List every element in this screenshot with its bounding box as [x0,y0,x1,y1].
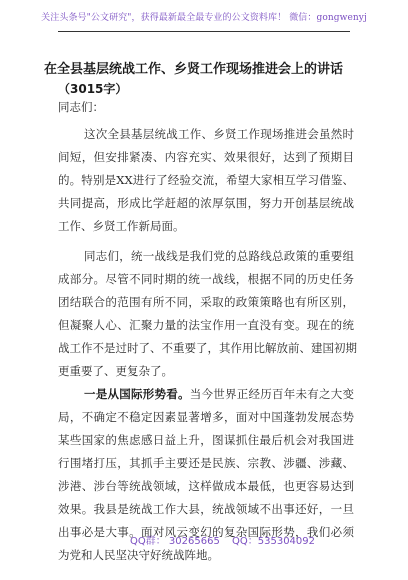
text-line: 战工作不是过时了、不重要了，其作用比解放前、建国初期 [58,341,357,355]
text-line: 局，不确定不稳定因素显著增多，面对中国蓬勃发展态势 [58,410,354,424]
text-line: 共同提高，形成比学赶超的浓厚氛围，努力开创基层统战 [58,196,354,210]
text-line: 涉港、涉台等统战领域，这样做成本最低，也更容易达到 [58,479,354,493]
text-line: 同志们，统一战线是我们党的总路线总政策的重要组 [84,249,354,263]
point-heading: 一是从国际形势看。 [84,387,190,401]
footer-qq-group: QQ群： 30265665 [130,536,220,547]
text-line: 但凝聚人心、汇聚力量的法宝作用一直没有变。现在的统 [58,318,354,332]
text-line: 工作、乡贤工作新局面。 [58,219,185,233]
text-line: 团结联合的范围有所不同，采取的政策策略也有所区别， [58,295,354,309]
word-count: （3015字） [58,82,128,96]
text-line: 间短，但安排紧凑、内容充实、效果很好，达到了预期目 [58,150,354,164]
text-line: 某些国家的焦虑感日益上升，图谋抓住最后机会对我国进 [58,433,354,447]
footer-qq: QQ：535304092 [232,536,316,547]
text-line: 效果。我县是统战工作大县，统战领域不出事还好，一旦 [58,502,354,516]
text-line: 行围堵打压，其抓手主要还是民族、宗教、涉疆、涉藏、 [58,456,354,470]
text-line: 这次全县基层统战工作、乡贤工作现场推进会虽然时 [84,127,354,141]
salutation: 同志们： [58,100,104,114]
header-banner: 关注头条号"公文研究"，获得最新最全最专业的公文资料库！ 微信：gongwenyj [41,13,367,23]
text-line: 的。特别是XX进行了经验交流，希望大家相互学习借鉴、 [58,173,354,187]
header-divider [58,31,350,32]
speech-title: 在全县基层统战工作、乡贤工作现场推进会上的讲话 [44,62,344,77]
text-line: 为党和人民坚决守好统战阵地。 [58,548,219,562]
text-line: 出事必是大事。面对风云变幻的复杂国际形势，我们必须 [58,525,354,539]
text-line: 当今世界正经历百年未有之大变 [189,387,354,401]
text-line: 成部分。尽管不同时期的统一战线，根据不同的历史任务 [58,272,354,286]
text-line: 更重要了、更复杂了。 [58,364,173,378]
